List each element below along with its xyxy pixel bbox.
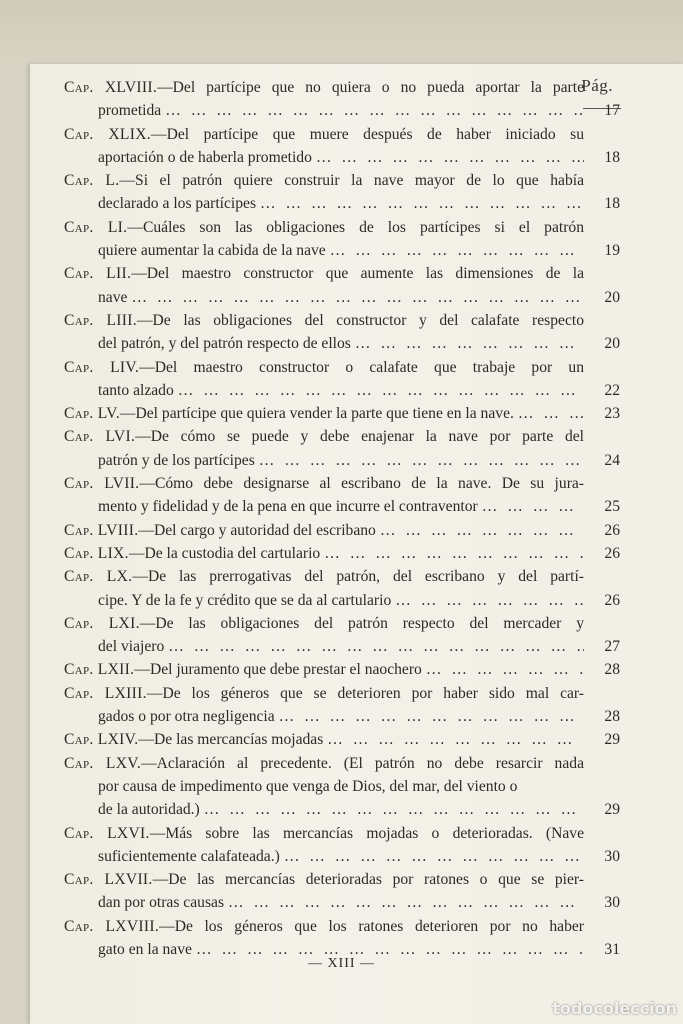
dot-leader <box>478 495 584 518</box>
chapter-title: —De los géneros que los ratones deterioren por no haber <box>159 917 584 935</box>
toc-line <box>64 402 620 425</box>
toc-entry <box>64 822 620 869</box>
chapter-title-continued: mento y fidelidad y de la pena en que incurre el contraventor <box>98 498 478 516</box>
toc-entry <box>64 868 620 915</box>
toc-line <box>64 565 620 588</box>
chapter-label: Cap. LVI. <box>64 428 136 446</box>
chapter-title-continued: cipe. Y de la fe y crédito que se da al cartulario <box>98 591 392 609</box>
toc-line <box>64 891 620 914</box>
chapter-label: Cap. LIV. <box>64 358 140 376</box>
page-number-footer: — XIII — <box>307 956 376 971</box>
toc-entry <box>64 728 620 751</box>
toc-line <box>64 728 620 751</box>
toc-line <box>64 99 620 122</box>
toc-entry <box>64 309 620 356</box>
chapter-title: —De la custodia del cartulario <box>128 544 321 562</box>
chapter-label: Cap. LXVIII. <box>64 917 160 935</box>
page-number: 29 <box>604 731 620 749</box>
chapter-title-continued: de la autoridad.) <box>98 801 200 819</box>
dot-leader <box>174 379 584 402</box>
chapter-label: Cap. LXI. <box>64 614 140 632</box>
toc-entry <box>64 425 620 472</box>
chapter-label: Cap. LXIII. <box>64 684 147 702</box>
page-column-header: Pág. <box>581 76 613 95</box>
chapter-title-continued: declarado a los partícipes <box>98 195 257 213</box>
chapter-title-continued: gato en la nave <box>98 940 192 958</box>
chapter-title: —De las obligaciones del constructor y del calafate respecto <box>136 311 584 329</box>
chapter-title-continued: por causa de impedimento que venga de Dios, del mar, del viento o <box>98 777 518 795</box>
dot-leader <box>320 542 584 565</box>
chapter-label: Cap. LXIV. <box>64 731 139 749</box>
chapter-title-continued: del viajero <box>98 638 165 656</box>
toc-entry <box>64 752 620 822</box>
background-strip <box>0 0 683 64</box>
chapter-title-continued: quiere aumentar la cabida de la nave <box>98 242 326 260</box>
dot-leader <box>164 635 584 658</box>
chapter-label: Cap. LV. <box>64 405 120 423</box>
page-number: 19 <box>604 242 620 260</box>
toc-entry <box>64 216 620 263</box>
toc-line <box>64 379 620 402</box>
watermark-logo: todocoleccion <box>552 999 677 1018</box>
page-number: 27 <box>604 638 620 656</box>
toc-entry <box>64 123 620 170</box>
chapter-title: —De las mercancías deterioradas por ratones o que se pier- <box>152 871 584 889</box>
page-number: 18 <box>604 195 620 213</box>
toc-line <box>64 612 620 635</box>
toc-line <box>64 169 620 192</box>
toc-entry <box>64 565 620 612</box>
page-number: 24 <box>604 451 620 469</box>
toc-line <box>64 682 620 705</box>
toc-line <box>64 658 620 681</box>
chapter-title-continued: patrón y de los partícipes <box>98 451 255 469</box>
page-number: 29 <box>604 801 620 819</box>
toc-line <box>64 822 620 845</box>
toc-line <box>64 589 620 612</box>
chapter-label: Cap. LX. <box>64 568 133 586</box>
chapter-title: —De las prerrogativas del patrón, del escribano y del partí- <box>132 568 584 586</box>
chapter-label: Cap. LI. <box>64 218 128 236</box>
chapter-title-continued: nave <box>98 288 128 306</box>
toc-entry <box>64 658 620 681</box>
table-of-contents <box>64 76 620 961</box>
toc-line <box>64 123 620 146</box>
toc-entry <box>64 262 620 309</box>
toc-line <box>64 146 620 169</box>
page-number: 26 <box>604 521 620 539</box>
chapter-title: —Del maestro constructor o calafate que trabaje por un <box>139 358 584 376</box>
toc-line <box>64 472 620 495</box>
chapter-title: —Del partícipe que no quiera o no pueda aportar la parte <box>157 79 584 96</box>
toc-entry <box>64 169 620 216</box>
page-number: 22 <box>604 381 620 399</box>
chapter-label: Cap. LXII. <box>64 661 135 679</box>
toc-line <box>64 705 620 728</box>
toc-line <box>64 635 620 658</box>
toc-entry <box>64 542 620 565</box>
toc-entry <box>64 356 620 403</box>
chapter-label: Cap. LIII. <box>64 311 137 329</box>
chapter-title-continued: prometida <box>98 102 162 120</box>
chapter-label: Cap. LII. <box>64 265 132 283</box>
chapter-title: —De las mercancías mojadas <box>138 731 324 749</box>
chapter-title: —Del partícipe que muere después de haber iniciado su <box>151 125 584 143</box>
chapter-title: —De los géneros que se deterioren por haber sido mal car- <box>146 684 584 702</box>
page-number: 23 <box>604 405 620 423</box>
page-number: 17 <box>604 102 620 120</box>
toc-line <box>64 495 620 518</box>
toc-line <box>64 239 620 262</box>
page-number: 28 <box>604 708 620 726</box>
page-number: 30 <box>604 847 620 865</box>
toc-line <box>64 752 620 775</box>
page-number: 25 <box>604 498 620 516</box>
toc-line <box>64 542 620 565</box>
chapter-title: —Del cargo y autoridad del escribano <box>138 521 376 539</box>
toc-line <box>64 425 620 448</box>
dot-leader <box>326 239 584 262</box>
page-number: 26 <box>604 591 620 609</box>
toc-line <box>64 216 620 239</box>
toc-line <box>64 356 620 379</box>
chapter-label: Cap. LXVI. <box>64 824 150 842</box>
dot-leader <box>312 146 584 169</box>
chapter-label: Cap. LXVII. <box>64 871 153 889</box>
toc-entry <box>64 915 620 962</box>
chapter-label: Cap. LVIII. <box>64 521 139 539</box>
dot-leader <box>351 332 584 355</box>
toc-line <box>64 519 620 542</box>
chapter-title: —Si el patrón quiere construir la nave mayor de lo que había <box>119 172 584 190</box>
chapter-title: —Del juramento que debe prestar el naochero <box>134 661 422 679</box>
chapter-label: Cap. L. <box>64 172 120 190</box>
toc-line <box>64 775 620 798</box>
page-number: 18 <box>604 148 620 166</box>
chapter-title: —Del partícipe que quiera vender la parte que tiene en la nave. <box>119 405 514 423</box>
dot-leader <box>323 728 584 751</box>
chapter-title-continued: gados o por otra negligencia <box>98 708 275 726</box>
toc-line <box>64 798 620 821</box>
chapter-title: —Del maestro constructor que aumente las dimensiones de la <box>131 265 584 283</box>
toc-line <box>64 845 620 868</box>
page-number: 31 <box>604 940 620 958</box>
chapter-title-continued: dan por otras causas <box>98 894 225 912</box>
toc-line <box>64 868 620 891</box>
toc-entry <box>64 682 620 729</box>
toc-line <box>64 192 620 215</box>
page-number: 20 <box>604 288 620 306</box>
chapter-title-continued: del patrón, y del patrón respecto de ellos <box>98 335 351 353</box>
chapter-title: —Aclaración al precedente. (El patrón no debe resarcir nada <box>141 754 584 772</box>
chapter-title-continued: suficientemente calafateada.) <box>98 847 280 865</box>
dot-leader <box>161 99 584 122</box>
toc-line <box>64 262 620 285</box>
dot-leader <box>200 798 584 821</box>
page-number: 20 <box>604 335 620 353</box>
chapter-label: Cap. LXV. <box>64 754 142 772</box>
chapter-label: Cap. LVII. <box>64 475 140 493</box>
dot-leader <box>514 402 584 425</box>
dot-leader <box>224 891 584 914</box>
chapter-label: Cap. XLVIII. <box>64 79 158 96</box>
dot-leader <box>376 519 584 542</box>
toc-line <box>64 286 620 309</box>
dot-leader <box>127 286 584 309</box>
chapter-label: Cap. LIX. <box>64 544 129 562</box>
dot-leader <box>422 658 584 681</box>
chapter-title: —De cómo se puede y debe enajenar la nave por parte del <box>135 428 584 446</box>
dot-leader <box>280 845 584 868</box>
toc-line <box>64 332 620 355</box>
page-number: 30 <box>604 894 620 912</box>
chapter-title: —Cuáles son las obligaciones de los partícipes si el patrón <box>127 218 584 236</box>
chapter-title: —De las obligaciones del patrón respecto del mercader y <box>139 614 584 632</box>
dot-leader <box>255 449 584 472</box>
chapter-title: —Cómo debe designarse al escribano de la nave. De su jura- <box>139 475 584 493</box>
toc-line <box>64 915 620 938</box>
chapter-title-continued: aportación o de haberla prometido <box>98 148 312 166</box>
chapter-label: Cap. XLIX. <box>64 125 152 143</box>
chapter-title: —Más sobre las mercancías mojadas o deterioradas. (Nave <box>149 824 584 842</box>
chapter-title-continued: tanto alzado <box>98 381 174 399</box>
toc-line <box>64 309 620 332</box>
dot-leader <box>391 589 584 612</box>
toc-entry <box>64 76 620 123</box>
toc-line <box>64 449 620 472</box>
toc-entry <box>64 612 620 659</box>
dot-leader <box>275 705 584 728</box>
toc-entry <box>64 402 620 425</box>
page-number: 26 <box>604 544 620 562</box>
page-number: 28 <box>604 661 620 679</box>
toc-line <box>64 76 620 99</box>
toc-entry <box>64 472 620 519</box>
dot-leader <box>256 192 584 215</box>
toc-entry <box>64 519 620 542</box>
